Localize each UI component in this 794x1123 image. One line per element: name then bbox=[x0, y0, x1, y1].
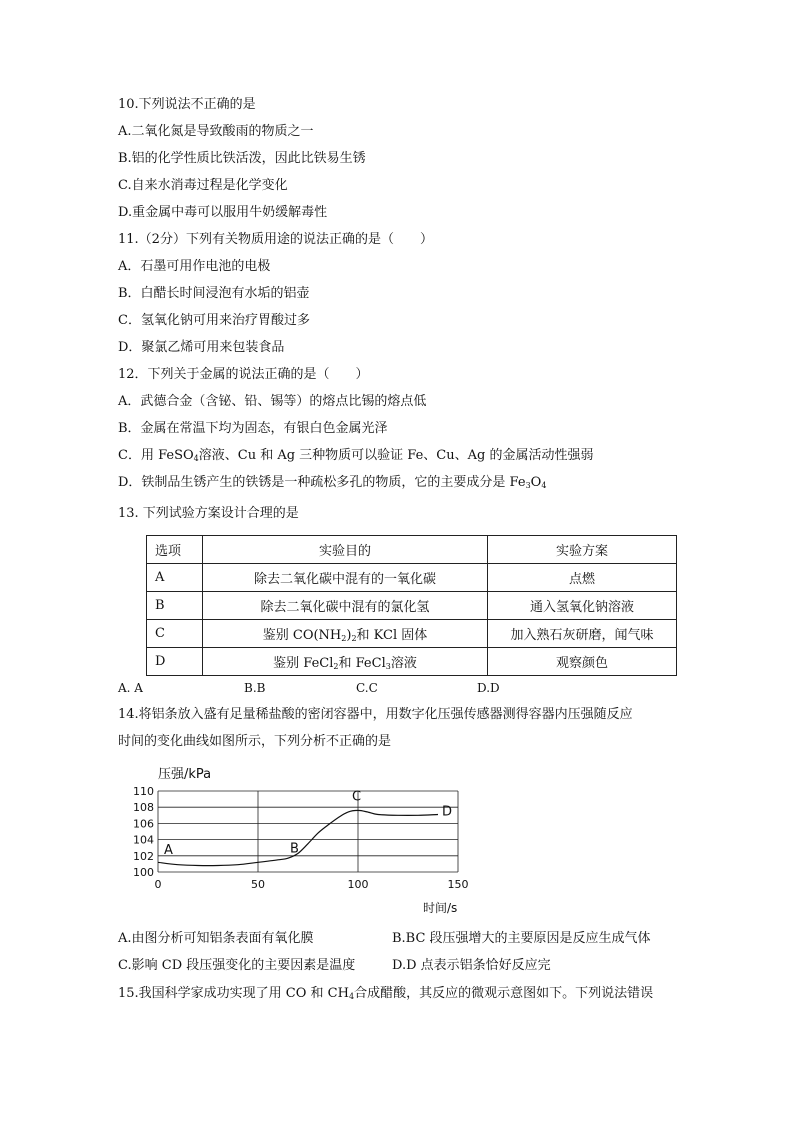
q10-option-a: A.二氧化氮是导致酸雨的物质之一 bbox=[118, 124, 314, 139]
q12-option-c: C．用 FeSO$_4$溶液、Cu 和 Ag 三种物质可以验证 Fe、Cu、Ag 的金属活动性强弱 bbox=[118, 448, 594, 463]
point-label-a: A bbox=[164, 843, 173, 859]
x-tick-label: 100 bbox=[347, 878, 369, 891]
x-tick-label: 50 bbox=[251, 878, 265, 891]
y-tick-label: 108 bbox=[133, 801, 154, 815]
q11-option-a: A．石墨可用作电池的电极 bbox=[118, 259, 271, 274]
row-option: B bbox=[147, 592, 203, 620]
table-row bbox=[147, 564, 677, 592]
q13-answer-c: C.C bbox=[356, 681, 378, 695]
q10-option-d: D.重金属中毒可以服用牛奶缓解毒性 bbox=[118, 205, 328, 220]
point-label-c: C bbox=[352, 789, 362, 805]
q11-stem: 11.（2分）下列有关物质用途的说法正确的是（ ） bbox=[118, 232, 433, 247]
q10-option-c: C.自来水消毒过程是化学变化 bbox=[118, 178, 288, 193]
table-row bbox=[147, 620, 677, 648]
table-header-row bbox=[147, 536, 677, 564]
q13-answer-d: D.D bbox=[477, 681, 500, 695]
x-tick-label: 150 bbox=[447, 878, 469, 891]
row-purpose: 除去二氧化碳中混有的氯化氢 bbox=[203, 592, 488, 620]
y-tick-label: 104 bbox=[133, 833, 154, 847]
q14-option-a: A.由图分析可知铝条表面有氧化膜 bbox=[118, 931, 314, 946]
x-tick-label: 0 bbox=[154, 878, 162, 891]
y-tick-label: 106 bbox=[133, 817, 154, 831]
x-axis-label: 时间/s bbox=[423, 901, 458, 915]
header-option: 选项 bbox=[147, 536, 203, 564]
row-purpose: 鉴别 FeCl$_2$和 FeCl$_3$溶液 bbox=[203, 648, 488, 676]
q11-option-b: B．白醋长时间浸泡有水垢的铝壶 bbox=[118, 286, 310, 301]
chart-annotations bbox=[164, 790, 452, 858]
row-option: A bbox=[147, 564, 203, 592]
chart-grid bbox=[158, 791, 458, 872]
y-tick-label: 110 bbox=[133, 785, 154, 798]
q14-option-b: B.BC 段压强增大的主要原因是反应生成气体 bbox=[392, 931, 651, 946]
experiment-table bbox=[146, 535, 677, 676]
q12-option-b: B．金属在常温下均为固态，有银白色金属光泽 bbox=[118, 421, 388, 436]
q12-option-d: D．铁制品生锈产生的铁锈是一种疏松多孔的物质，它的主要成分是 $Fe_3O_4$ bbox=[118, 475, 547, 490]
point-label-d: D bbox=[442, 804, 453, 820]
q12-stem: 12．下列关于金属的说法正确的是（ ） bbox=[118, 367, 369, 382]
point-label-b: B bbox=[290, 841, 299, 857]
q11-option-d: D．聚氯乙烯可用来包装食品 bbox=[118, 340, 285, 355]
q10-stem: 10.下列说法不正确的是 bbox=[118, 97, 256, 112]
header-plan: 实验方案 bbox=[488, 536, 677, 564]
y-axis-label: 压强/kPa bbox=[158, 767, 212, 782]
row-plan: 点燃 bbox=[488, 564, 677, 592]
header-purpose: 实验目的 bbox=[203, 536, 488, 564]
row-purpose: 除去二氧化碳中混有的一氧化碳 bbox=[203, 564, 488, 592]
q13-answer-b: B.B bbox=[244, 681, 266, 695]
q15-stem: 15.我国科学家成功实现了用 CO 和 $CH_4$合成醋酸，其反应的微观示意图如下。下列说法错误 bbox=[118, 986, 654, 1001]
q11-option-c: C．氢氧化钠可用来治疗胃酸过多 bbox=[118, 313, 310, 328]
row-plan: 通入氢氧化钠溶液 bbox=[488, 592, 677, 620]
row-option: D bbox=[147, 648, 203, 676]
q12-option-a: A．武德合金（含铋、铅、锡等）的熔点比锡的熔点低 bbox=[118, 394, 427, 409]
y-tick-label: 100 bbox=[133, 866, 154, 879]
q14-option-c: C.影响 CD 段压强变化的主要因素是温度 bbox=[118, 958, 356, 973]
row-option: C bbox=[147, 620, 203, 648]
pressure-curve bbox=[158, 810, 438, 865]
q13-answer-a: A. A bbox=[118, 681, 143, 695]
q14-option-d: D.D 点表示铝条恰好反应完 bbox=[392, 958, 551, 973]
row-plan: 加入熟石灰研磨，闻气味 bbox=[488, 620, 677, 648]
pressure-time-chart bbox=[118, 760, 498, 920]
table-row bbox=[147, 592, 677, 620]
y-tick-label: 102 bbox=[133, 849, 154, 863]
q13-stem: 13. 下列试验方案设计合理的是 bbox=[118, 506, 299, 521]
row-purpose: 鉴别 $CO(NH_2)_2$和 KCl 固体 bbox=[203, 620, 488, 648]
row-plan: 观察颜色 bbox=[488, 648, 677, 676]
chart-ticks bbox=[133, 785, 469, 891]
q10-option-b: B.铝的化学性质比铁活泼，因此比铁易生锈 bbox=[118, 151, 366, 166]
q14-stem-line1: 14.将铝条放入盛有足量稀盐酸的密闭容器中，用数字化压强传感器测得容器内压强随反应 bbox=[118, 707, 633, 722]
q14-stem-line2: 时间的变化曲线如图所示，下列分析不正确的是 bbox=[118, 734, 392, 749]
table-row bbox=[147, 648, 677, 676]
